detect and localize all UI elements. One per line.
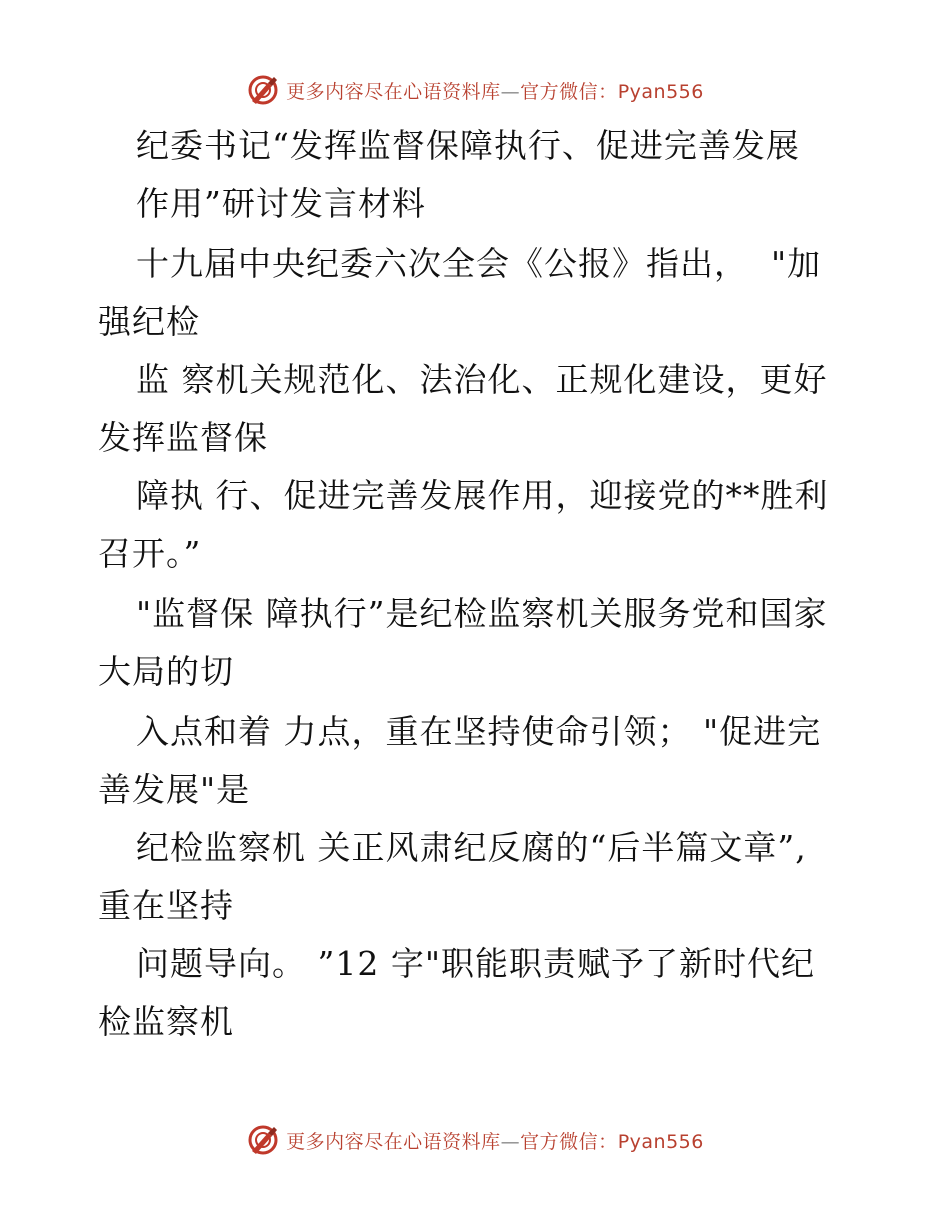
text-line: 纪检监察机 关正风肃纪反腐的“后半篇文章”, bbox=[136, 828, 807, 867]
text-line: 障执 行、促进完善发展作用，迎接党的**胜利 bbox=[136, 476, 829, 515]
text-line: 大局的切 bbox=[98, 652, 234, 691]
text-line: 作用”研讨发言材料 bbox=[136, 184, 426, 223]
footer-watermark bbox=[0, 1120, 950, 1160]
text-line: 监 察机关规范化、法治化、正规化建设，更好 bbox=[136, 360, 828, 399]
text-line: 十九届中央纪委六次全会《公报》指出， "加 bbox=[136, 244, 822, 283]
watermark-dash: — bbox=[500, 80, 521, 103]
watermark-handle: Pyan556 bbox=[617, 1130, 704, 1153]
watermark-main: 更多内容尽在心语资料库 bbox=[286, 1130, 501, 1153]
watermark-dash: — bbox=[500, 1130, 521, 1153]
watermark-suffix: 官方微信： bbox=[520, 80, 618, 103]
text-line: 善发展"是 bbox=[98, 770, 251, 809]
pen-seal-logo-icon bbox=[246, 1123, 280, 1157]
text-line: 纪委书记“发挥监督保障执行、促进完善发展 bbox=[136, 126, 800, 165]
text-line: 检监察机 bbox=[98, 1002, 234, 1041]
watermark-suffix: 官方微信： bbox=[520, 1130, 618, 1153]
text-line: 问题导向。 ”12 字"职能职责赋予了新时代纪 bbox=[136, 944, 816, 983]
watermark-text bbox=[286, 1127, 704, 1154]
text-line: 重在坚持 bbox=[98, 886, 234, 925]
text-line: "监督保 障执行”是纪检监察机关服务党和国家 bbox=[136, 594, 828, 633]
watermark-main: 更多内容尽在心语资料库 bbox=[286, 80, 501, 103]
watermark-handle: Pyan556 bbox=[617, 80, 704, 103]
text-line: 入点和着 力点，重在坚持使命引领； "促进完 bbox=[136, 712, 822, 751]
text-line: 发挥监督保 bbox=[98, 418, 268, 457]
text-line: 召开。” bbox=[98, 534, 202, 573]
text-line: 强纪检 bbox=[98, 302, 200, 341]
